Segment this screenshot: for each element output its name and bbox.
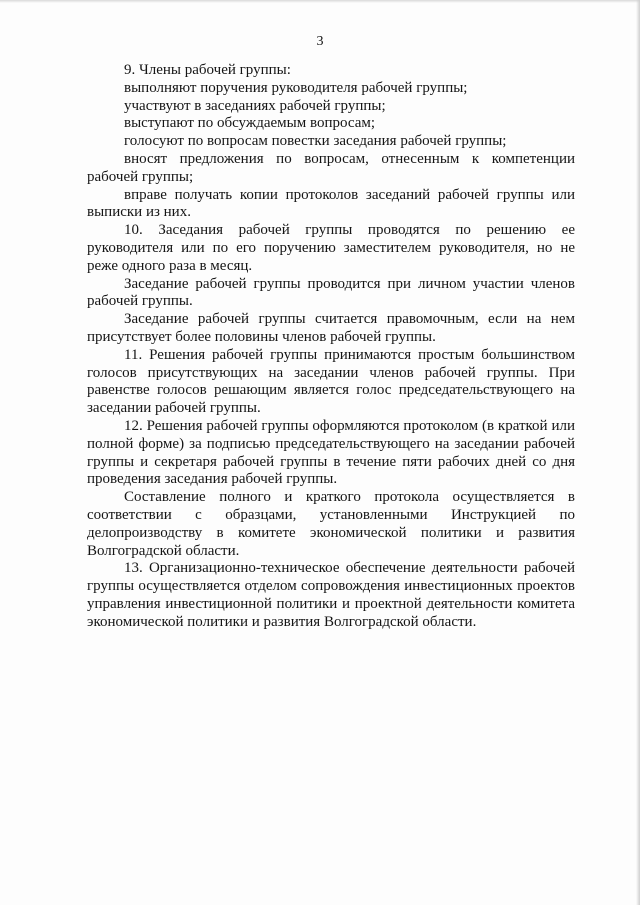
paragraph-9-item-5: вносят предложения по вопросам, отнесенным к компетенции рабочей группы;: [87, 150, 575, 185]
paragraph-9-item-4: голосуют по вопросам повестки заседания рабочей группы;: [124, 133, 507, 150]
paragraph-12: 12. Решения рабочей группы оформляются протоколом (в краткой или полной форме) за подписью председательствующего на заседании рабочей группы и секретаря рабочей группы в течение пяти рабочих дней со дня проведения заседания рабочей группы.: [87, 417, 575, 488]
paragraph-10-quorum: Заседание рабочей группы считается правомочным, если на нем присутствует более половины членов рабочей группы.: [87, 311, 575, 345]
paragraph-11: 11. Решения рабочей группы принимаются простым большинством голосов присутствующих на заседании членов рабочей группы. При равенстве голосов решающим является голос председательствующего на заседании рабочей группы.: [87, 346, 575, 417]
document-body: [87, 62, 575, 632]
paragraph-13: 13. Организационно-техническое обеспечение деятельности рабочей группы осуществляется отделом сопровождения инвестиционных проектов управления инвестиционной политики и проектной деятельности комитета экономической политики и развития Волгоградской области.: [87, 560, 575, 630]
paragraph-9-item-1: выполняют поручения руководителя рабочей группы;: [124, 79, 468, 96]
paragraph-9-item-6: вправе получать копии протоколов заседаний рабочей группы или выписки из них.: [87, 186, 575, 221]
page-number: 3: [316, 34, 324, 49]
scan-edge-right: [636, 0, 640, 905]
paragraph-10-personal-attendance: Заседание рабочей группы проводится при личном участии членов рабочей группы.: [87, 275, 575, 310]
paragraph-9-item-2: участвуют в заседаниях рабочей группы;: [124, 97, 386, 114]
paragraph-12-protocol: Составление полного и краткого протокола осуществляется в соответствии с образцами, установленными Инструкцией по делопроизводству в комитете экономической политики и развития Волгоградской области.: [87, 489, 575, 559]
paragraph-9-item-3: выступают по обсуждаемым вопросам;: [124, 115, 376, 132]
paragraph-10: 10. Заседания рабочей группы проводятся по решению ее руководителя или по его поручению заместителем руководителя, но не реже одного раза в месяц.: [87, 222, 575, 274]
paragraph-9-heading: 9. Члены рабочей группы:: [124, 62, 291, 78]
scan-edge-top: [0, 0, 640, 3]
